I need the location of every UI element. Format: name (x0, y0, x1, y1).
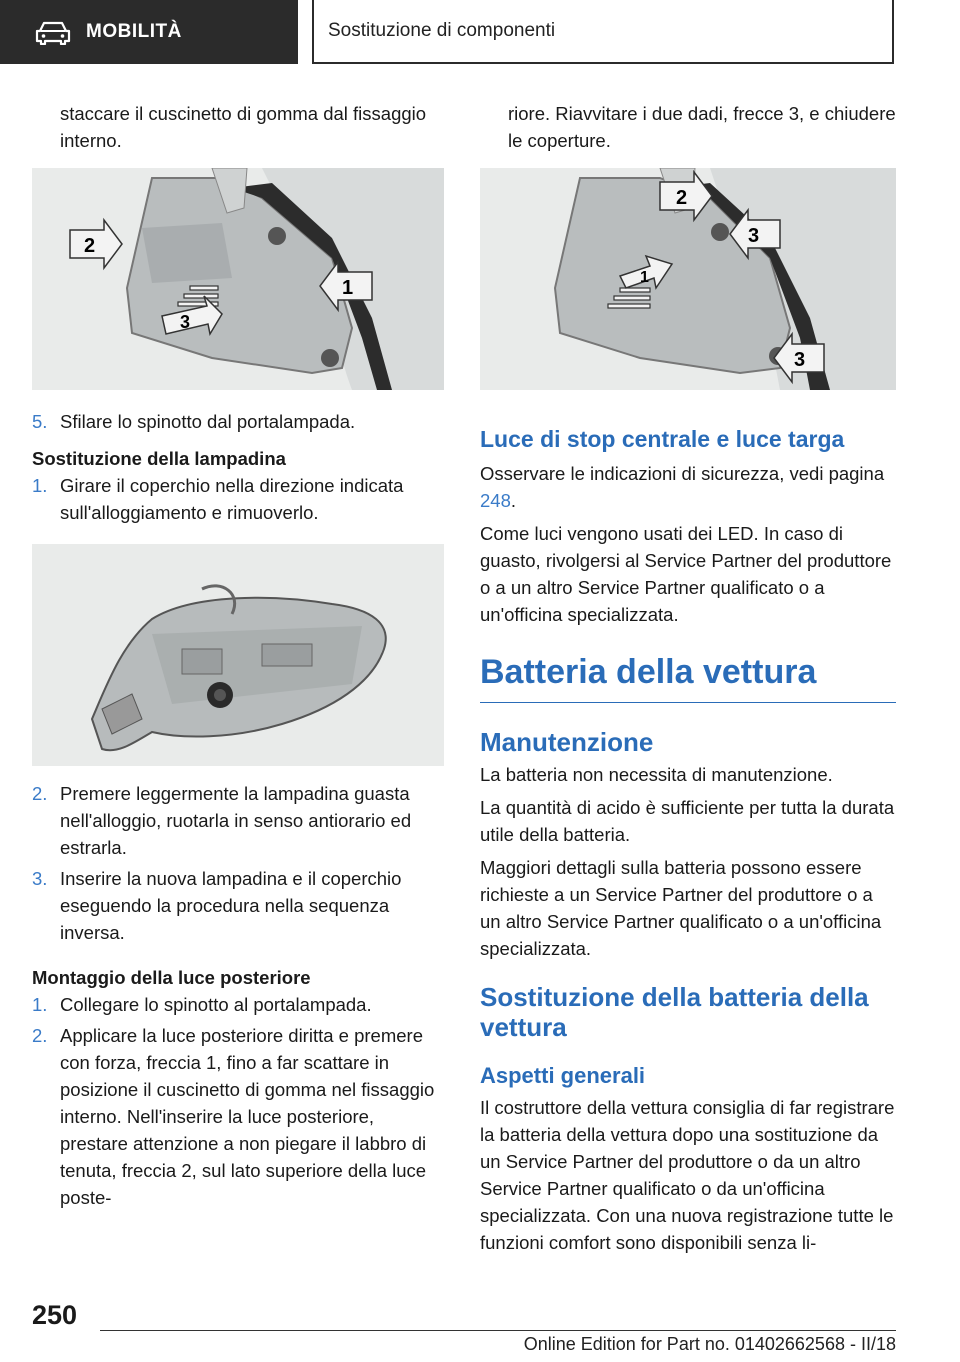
chapter-label: Sostituzione di componenti (328, 20, 556, 41)
lamp-holder-illustration (32, 544, 444, 766)
step-number: 5. (32, 411, 48, 432)
paragraph: Come luci vengono usati dei LED. In caso di guasto, rivolgersi al Service Partner del produttore o a un altro Service Partner qualificato o a un'officina specializzata. (480, 523, 892, 625)
step-text: Applicare la luce posteriore diritta e premere con forza, freccia 1, fino a far scattare in posizione il cuscinetto di gomma nel fissaggio interno. Nell'inserire la luce posteriore, prestare attenzione a non piegare il labbro di tenuta, freccia 2, sul lato superiore della luce poste- (60, 1025, 435, 1208)
header-section-tab[interactable] (0, 0, 298, 64)
right-column (480, 100, 896, 1256)
figure-taillight-removal (32, 168, 444, 390)
paragraph: La quantità di acido è sufficiente per tutta la durata utile della batteria. (480, 797, 895, 845)
step-number: 1. (32, 994, 48, 1015)
section-label: MOBILITÀ (86, 21, 182, 42)
subheading: Sostituzione della lampadina (32, 448, 286, 469)
taillight-illustration (32, 168, 444, 390)
list-item (32, 991, 444, 1018)
header-chapter-tab[interactable] (312, 0, 894, 64)
list-item (32, 865, 444, 946)
heading-maintenance: Manutenzione (480, 727, 654, 757)
paragraph: Maggiori dettagli sulla batteria possono essere richieste a un Service Partner del produttore o a un altro Service Partner qualificato o a un'officina specializzata. (480, 857, 882, 959)
list-item (32, 780, 444, 861)
paragraph: La batteria non necessita di manutenzione. (480, 764, 833, 785)
list-item (32, 408, 444, 435)
step-text: Premere leggermente la lampadina guasta nell'alloggio, ruotarla in senso antiorario ed estrarla. (60, 783, 412, 858)
step-text: Sfilare lo spinotto dal portalampada. (60, 411, 356, 432)
step-text: Girare il coperchio nella direzione indicata sull'alloggiamento e rimuoverlo. (60, 475, 404, 523)
heading-general-aspects: Aspetti generali (480, 1063, 646, 1088)
paragraph: Osservare le indicazioni di sicurezza, vedi pagina 248. (480, 463, 885, 511)
page-link[interactable]: 248 (480, 490, 511, 511)
car-icon (34, 19, 72, 45)
callout-label: 3 (180, 312, 191, 332)
list-item (32, 472, 444, 526)
step-text: Collegare lo spinotto al portalampada. (60, 994, 372, 1015)
paragraph: riore. Riavvitare i due dadi, frecce 3, e chiudere le coperture. (508, 103, 896, 151)
callout-label: 3 (748, 225, 760, 247)
step-number: 1. (32, 475, 48, 496)
footer-edition: Online Edition for Part no. 01402662568 - II/18 (523, 1334, 896, 1354)
step-text: Inserire la nuova lampadina e il coperchio eseguendo la procedura nella sequenza inversa. (60, 868, 402, 943)
heading-battery-replacement: Sostituzione della batteria della vettura (480, 982, 869, 1042)
step-number: 3. (32, 868, 48, 889)
footer-divider (100, 1330, 896, 1331)
callout-label: 2 (84, 235, 96, 257)
callout-label: 1 (640, 269, 649, 286)
step-number: 2. (32, 1025, 48, 1046)
callout-label: 1 (342, 277, 354, 299)
callout-label: 2 (676, 187, 688, 209)
heading-stop-light: Luce di stop centrale e luce targa (480, 426, 845, 452)
page-number: 250 (32, 1300, 78, 1330)
left-column (32, 100, 444, 1211)
figure-taillight-mounting (480, 168, 896, 390)
subheading: Montaggio della luce posteriore (32, 967, 311, 988)
paragraph: Il costruttore della vettura consiglia di far registrare la batteria della vettura dopo una sostituzione da un Service Partner del produttore o da un altro Service Partner qualificato o da un'officina specializzata. Con una nuova registrazione tutte le funzioni comfort sono disponibili senza li- (480, 1097, 895, 1253)
list-item (32, 1022, 444, 1211)
figure-lamp-holder (32, 544, 444, 766)
paragraph: staccare il cuscinetto di gomma dal fissaggio interno. (60, 103, 427, 151)
taillight-mounting-illustration (480, 168, 896, 390)
step-number: 2. (32, 783, 48, 804)
heading-battery: Batteria della vettura (480, 652, 896, 703)
callout-label: 3 (794, 349, 806, 371)
